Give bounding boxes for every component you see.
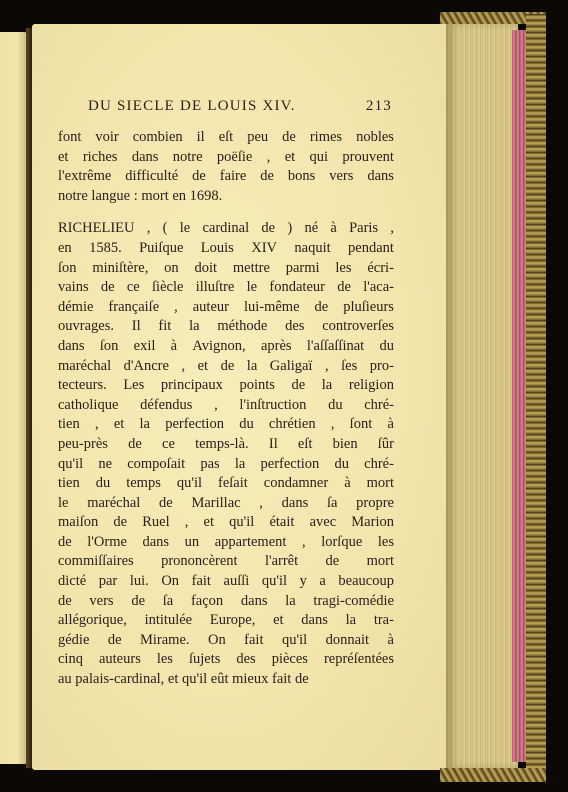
- text-line: ouvrages. Il fit la méthode des controverſes: [58, 318, 394, 335]
- text-line: ſon miniſtère, on doit mettre parmi les écri-: [58, 259, 394, 276]
- cover-bottom-edge: [440, 768, 546, 782]
- text-line: dicté par lui. On fait auſſi qu'il y a beaucoup: [58, 573, 394, 590]
- text-line: RICHELIEU , ( le cardinal de ) né à Paris ,: [58, 220, 394, 237]
- text-line: de vers de ſa façon dans la tragi-comédie: [58, 592, 394, 609]
- text-line: maréchal d'Ancre , et de la Galigaï , ſes pro-: [58, 357, 394, 374]
- text-line: notre langue : mort en 1698.: [58, 187, 223, 204]
- text-line: vains de ce ſiècle illuſtre le fondateur de l'aca-: [58, 279, 394, 296]
- running-head: [88, 98, 392, 115]
- left-page-edge: [0, 32, 28, 764]
- text-line: peu-près de ce temps-là. Il eſt bien ſûr: [58, 435, 394, 452]
- text-line: catholique défendus , l'inſtruction du chré-: [58, 396, 394, 413]
- text-line: et riches dans notre poëſie , et qui prouvent: [58, 148, 394, 165]
- cover-right-edge: [526, 14, 546, 782]
- text-line: en 1585. Puiſque Louis XIV naquit pendant: [58, 239, 394, 256]
- text-line: tien du temps qu'il feſait condamner à mort: [58, 475, 394, 492]
- page-edges: [446, 22, 518, 770]
- text-line: commiſſaires prononcèrent l'arrêt de mort: [58, 553, 394, 570]
- paragraph: [58, 219, 394, 689]
- paragraph: [58, 128, 394, 206]
- text-line: l'extrême difficulté de faire de bons vers dans: [58, 168, 394, 185]
- text-line: démie françaiſe , auteur lui-même de pluſieurs: [58, 298, 394, 315]
- text-line: qu'il ne compoſait pas la perfection du chré-: [58, 455, 394, 472]
- paragraph-gap: [58, 206, 394, 219]
- text-line: font voir combien il eſt peu de rimes nobles: [58, 129, 394, 145]
- text-line: cinq auteurs les ſujets des pièces repréſentées: [58, 651, 394, 668]
- running-head-title: DU SIECLE DE LOUIS XIV.: [88, 98, 296, 114]
- text-line: allégorique, intitulée Europe, et dans la tra-: [58, 612, 394, 629]
- text-line: de l'Orme dans un appartement , lorſque les: [58, 533, 394, 550]
- page-number: 213: [365, 98, 392, 114]
- text-line: le maréchal de Marillac , dans ſa propre: [58, 494, 394, 511]
- text-line: gédie de Mirame. On fait qu'il donnait à: [58, 631, 394, 648]
- text-line: au palais-cardinal, et qu'il eût mieux fait de: [58, 671, 309, 688]
- body-text: [58, 128, 394, 690]
- text-line: dans ſon exil à Avignon, après l'aſſaſſinat du: [58, 337, 394, 354]
- text-line: tecteurs. Les principaux points de la religion: [58, 377, 394, 394]
- text-line: maiſon de Ruel , et qu'il était avec Marion: [58, 514, 394, 531]
- text-line: tien , et la perfection du chrétien , ſont à: [58, 416, 394, 433]
